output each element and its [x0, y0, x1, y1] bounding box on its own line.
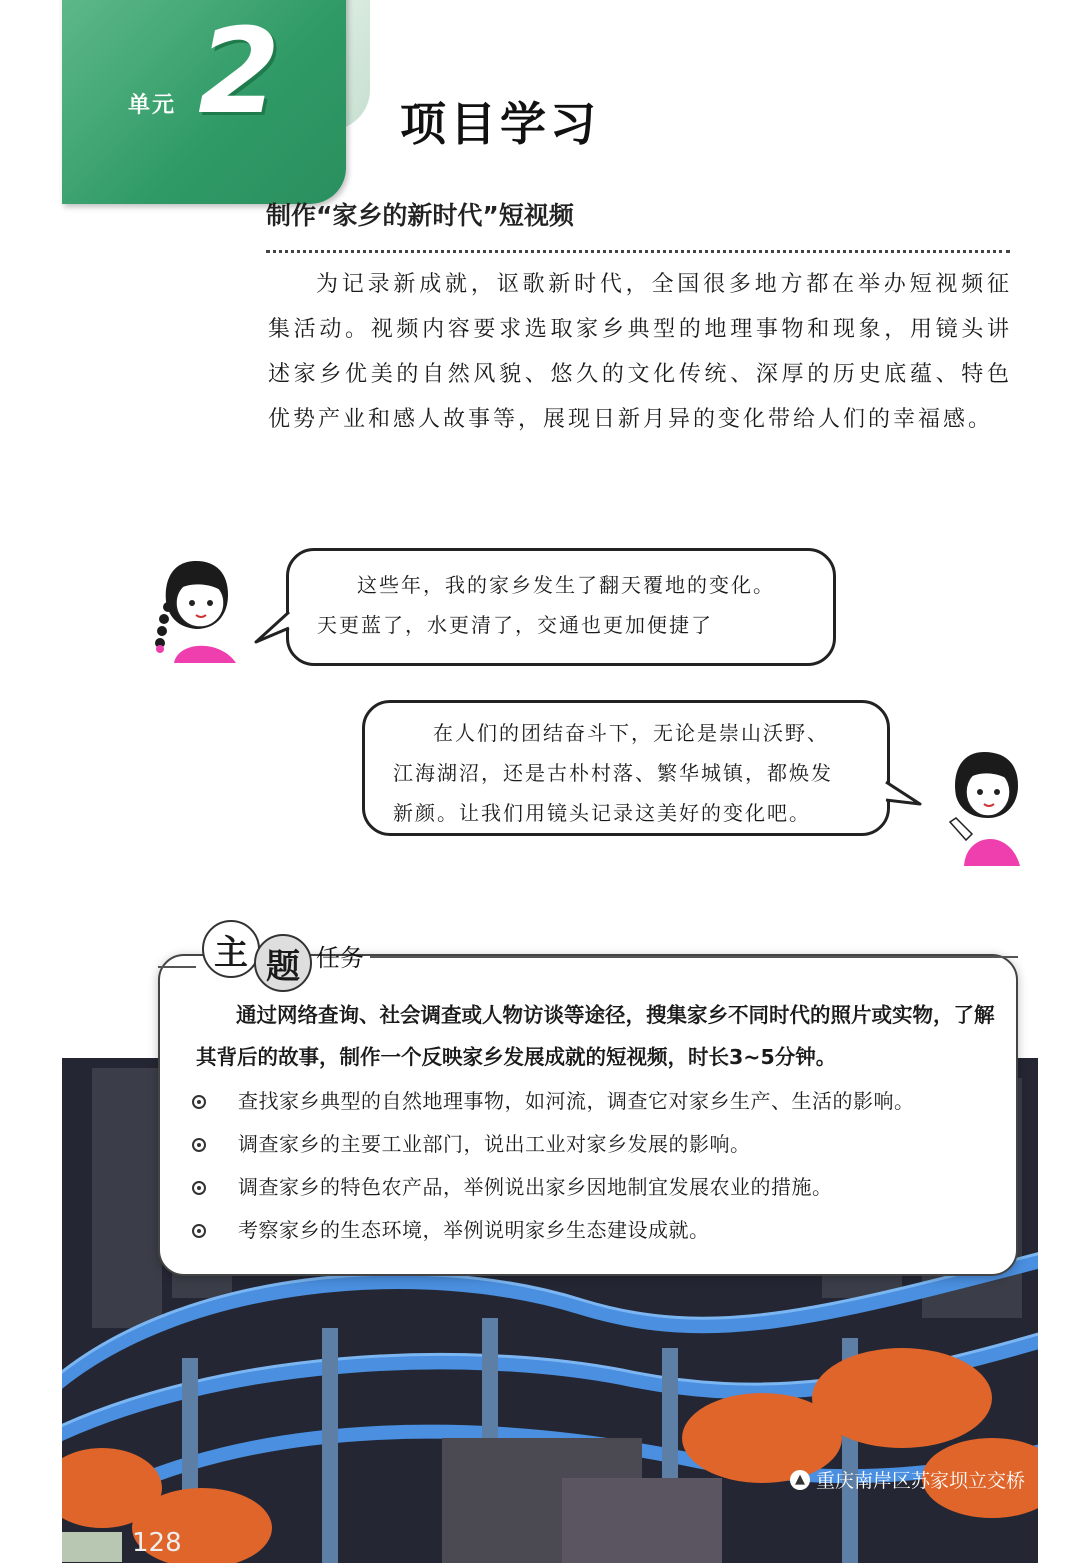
task-item-2: 调查家乡的主要工业部门，说出工业对家乡发展的影响。	[238, 1132, 751, 1156]
bubble-1-line-1: 这些年，我的家乡发生了翻天覆地的变化。	[357, 573, 775, 597]
speech-bubble-2	[362, 700, 890, 836]
task-item-4: 考察家乡的生态环境，举例说明家乡生态建设成就。	[238, 1218, 710, 1242]
photo-caption-text: 重庆南岸区苏家坝立交桥	[815, 1470, 1025, 1492]
seal-ti: 题	[254, 934, 312, 992]
task-item-3: 调查家乡的特色农产品，举例说出家乡因地制宜发展农业的措施。	[238, 1175, 833, 1199]
task-header-line-left	[158, 966, 196, 968]
task-list	[192, 1080, 1002, 1252]
bubble-2-line-1: 在人们的团结奋斗下，无论是崇山沃野、	[433, 721, 829, 745]
unit-number: 2	[198, 2, 281, 140]
seal-zhu: 主	[202, 920, 260, 978]
girl-illustration-left	[148, 555, 248, 665]
task-label: 任务	[316, 944, 364, 972]
photo-caption	[790, 1466, 1025, 1493]
bubble-1-line-2: 天更蓝了，水更清了，交通也更加便捷了	[317, 613, 713, 637]
dotted-divider	[266, 250, 1010, 253]
speech-bubble-1	[286, 548, 836, 666]
bubble-2-line-2: 江海湖沼，还是古朴村落、繁华城镇，都焕发	[393, 761, 833, 785]
girl-illustration-right	[944, 748, 1028, 868]
page-title: 项目学习	[400, 97, 600, 151]
page-number-box	[62, 1532, 122, 1562]
bullet-icon	[192, 1138, 206, 1152]
task-header-line	[370, 956, 1018, 958]
bullet-icon	[192, 1095, 206, 1109]
bullet-icon	[192, 1181, 206, 1195]
list-item	[192, 1123, 1002, 1166]
intro-paragraph: 为记录新成就，讴歌新时代，全国很多地方都在举办短视频征集活动。视频内容要求选取家乡典型的地理事物和现象，用镜头讲述家乡优美的自然风貌、悠久的文化传统、深厚的历史底蕴、特色优势产业和感人故事等，展现日新月异的变化带给人们的幸福感。	[268, 272, 1012, 432]
camera-icon: ▲	[790, 1470, 810, 1490]
page-number: 128	[132, 1528, 182, 1558]
bullet-icon	[192, 1224, 206, 1238]
bubble-2-tail	[884, 780, 924, 820]
unit-label: 单元	[128, 93, 177, 118]
task-lead: 通过网络查询、社会调查或人物访谈等途径，搜集家乡不同时代的照片或实物，了解其背后的故事，制作一个反映家乡发展成就的短视频，时长3~5分钟。	[196, 1003, 995, 1069]
task-item-1: 查找家乡典型的自然地理事物，如河流，调查它对家乡生产、生活的影响。	[238, 1089, 915, 1113]
bubble-2-line-3: 新颜。让我们用镜头记录这美好的变化吧。	[393, 801, 811, 825]
list-item	[192, 1166, 1002, 1209]
bubble-1-tail	[252, 610, 292, 650]
section-subtitle: 制作“家乡的新时代”短视频	[266, 201, 574, 230]
list-item	[192, 1209, 1002, 1252]
list-item	[192, 1080, 1002, 1123]
